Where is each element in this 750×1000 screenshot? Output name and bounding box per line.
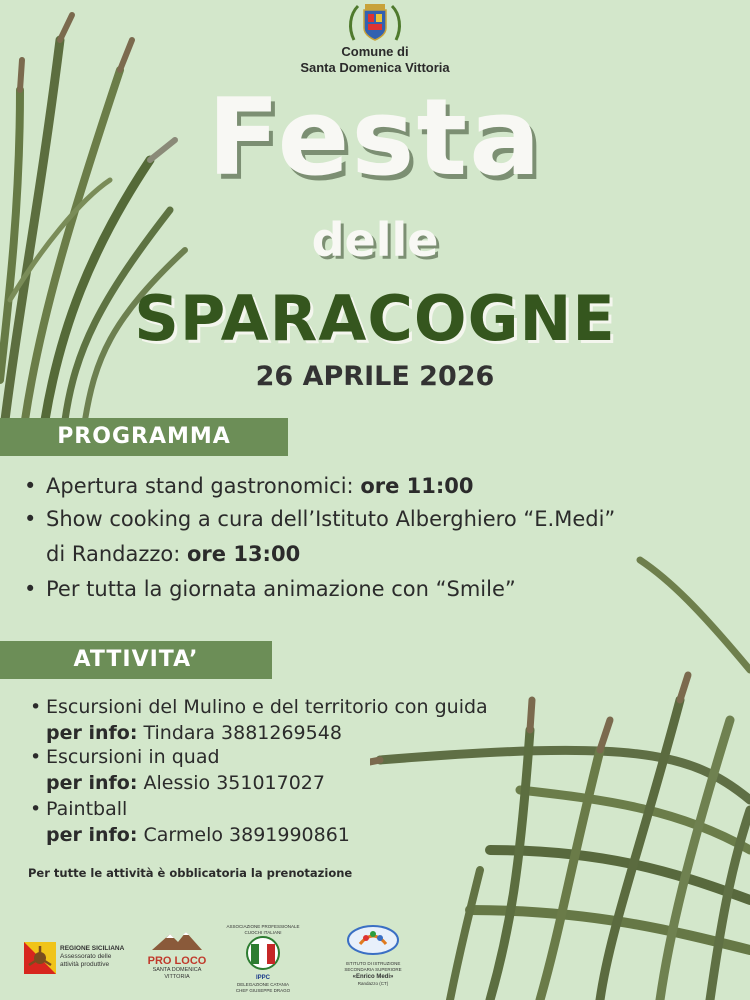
programma-item-text: di Randazzo: — [46, 542, 187, 566]
bullet-icon: • — [24, 507, 37, 531]
title-sparacogne: SPARACOGNE — [134, 282, 616, 355]
event-date: 26 APRILE 2026 — [255, 361, 495, 392]
info-value: Alessio 351017027 — [143, 772, 325, 794]
bullet-icon: • — [30, 798, 42, 820]
logo-line: CUOCHI ITALIANI — [244, 930, 282, 935]
attivita-item-text: Escursioni del Mulino e del territorio con guida — [46, 696, 488, 718]
info-label: per info: — [46, 824, 138, 846]
logo-line: SECONDARIA SUPERIORE — [344, 967, 402, 972]
mountain-icon — [152, 930, 202, 950]
logo-line: ASSOCIAZIONE PROFESSIONALE — [226, 924, 300, 929]
pro-loco-logo — [140, 930, 214, 984]
attivita-item-info — [46, 720, 342, 746]
info-label: per info: — [46, 772, 138, 794]
logo-line: PRO LOCO — [147, 955, 207, 967]
logo-line: DELEGAZIONE CATANIA — [236, 982, 290, 987]
attivita-item-info — [46, 822, 350, 848]
programma-item — [24, 504, 615, 534]
programma-item-text: Per tutta la giornata animazione con “Smile” — [46, 577, 516, 601]
municipal-crest-icon — [346, 0, 404, 44]
programma-item-text: Apertura stand gastronomici: — [46, 474, 361, 498]
attivita-item — [30, 694, 488, 720]
logo-line: SANTA DOMENICA VITTORIA — [152, 967, 202, 980]
programma-item-time: ore 13:00 — [187, 542, 301, 566]
info-label: per info: — [46, 722, 138, 744]
bullet-icon: • — [24, 577, 37, 601]
info-value: Carmelo 3891990861 — [143, 824, 350, 846]
regione-siciliana-logo — [24, 938, 134, 980]
attivita-heading: ATTIVITA’ — [0, 641, 272, 679]
attivita-item — [30, 744, 220, 770]
istituto-medi-logo — [336, 924, 410, 994]
trinacria-icon — [24, 942, 56, 974]
title-delle: delle — [311, 213, 439, 267]
bullet-icon: • — [30, 696, 42, 718]
logo-line: REGIONE SICILIANA — [60, 945, 125, 952]
attivita-item — [30, 796, 127, 822]
logo-line: attività produttive — [60, 961, 110, 968]
programma-item-continuation — [46, 539, 300, 569]
programma-heading: PROGRAMMA — [0, 418, 288, 456]
info-value: Tindara 3881269548 — [143, 722, 342, 744]
logo-line: «Enrico Medi» — [352, 974, 394, 980]
logo-line: Assessorato delle — [60, 953, 112, 960]
programma-item-time: ore 11:00 — [360, 474, 474, 498]
school-emblem-icon — [346, 924, 400, 956]
attivita-item-info — [46, 770, 325, 796]
logo-line: CHEF GIUSEPPE DRAGO — [235, 988, 291, 993]
comune-label — [0, 44, 750, 76]
logo-line: IPPC — [255, 975, 270, 981]
programma-item-text: Show cooking a cura dell’Istituto Alberghiero “E.Medi” — [46, 507, 616, 531]
ippc-logo — [226, 924, 300, 993]
logo-line: Randazzo (CT) — [357, 981, 389, 986]
programma-item — [24, 471, 474, 501]
comune-line2: Santa Domenica Vittoria — [300, 60, 450, 75]
attivita-item-text: Paintball — [46, 798, 128, 820]
bullet-icon: • — [24, 474, 37, 498]
comune-line1: Comune di — [341, 44, 409, 59]
chef-hat-icon — [245, 936, 281, 970]
title-festa: Festa — [207, 76, 543, 199]
logo-line: ISTITUTO DI ISTRUZIONE — [345, 961, 401, 966]
programma-item — [24, 574, 516, 604]
bullet-icon: • — [30, 746, 42, 768]
booking-notice: Per tutte le attività è obblicatoria la prenotazione — [28, 866, 353, 880]
asparagus-right-decoration — [370, 550, 750, 1000]
attivita-item-text: Escursioni in quad — [46, 746, 220, 768]
